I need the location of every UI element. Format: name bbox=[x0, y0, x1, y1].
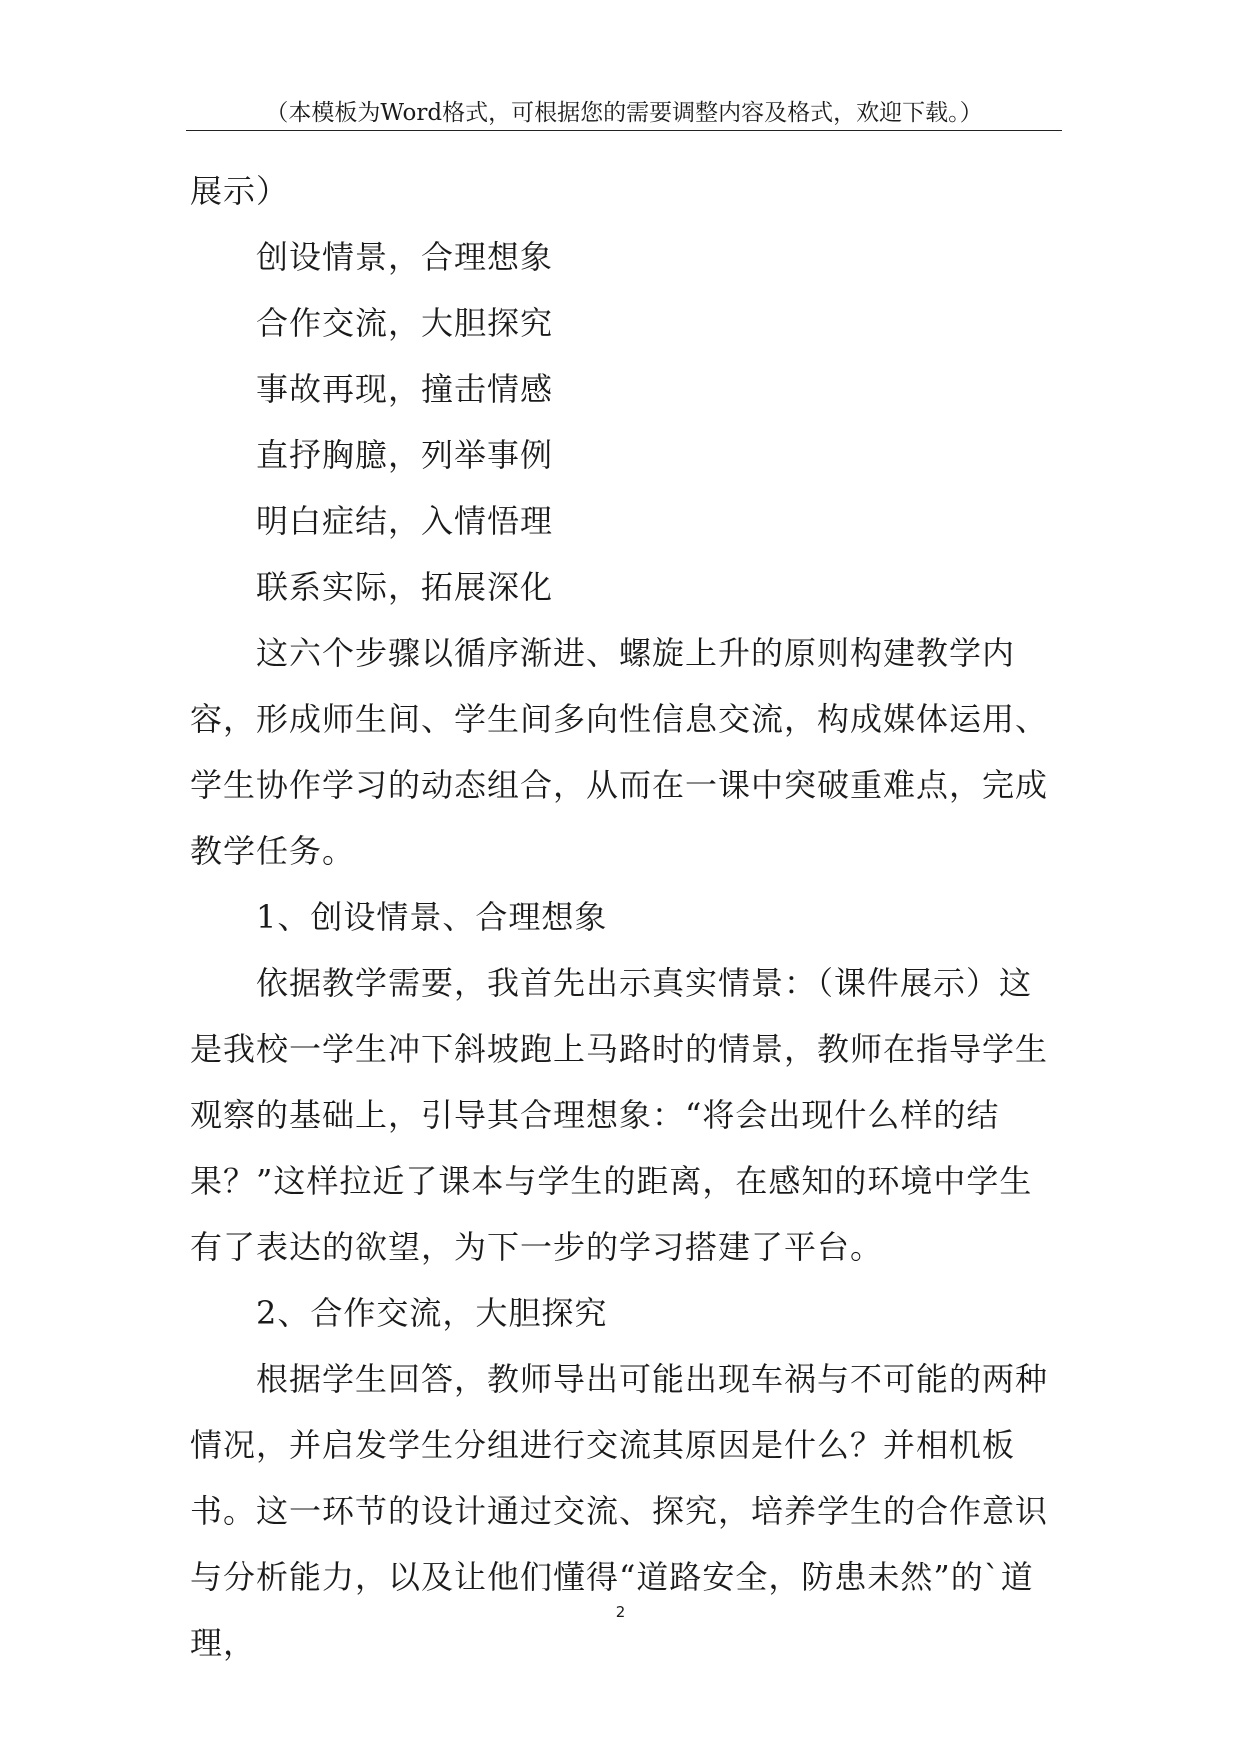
paragraph-step-6: 联系实际，拓展深化 bbox=[256, 568, 554, 606]
paragraph-step-2: 合作交流，大胆探究 bbox=[256, 304, 554, 342]
paragraph: 展示） bbox=[190, 172, 290, 210]
section-heading-2: 2、合作交流，大胆探究 bbox=[256, 1294, 608, 1332]
paragraph-step-4: 直抒胸臆，列举事例 bbox=[256, 436, 554, 474]
page-number: 2 bbox=[615, 1603, 626, 1621]
paragraph-section-1: 依据教学需要，我首先出示真实情景：（课件展示）这是我校一学生冲下斜坡跑上马路时的情景，教师在指导学生观察的基础上，引导其合理想象：“将会出现什么样的结果？”这样拉近了课本与学生的距离，在感知的环境中学生有了表达的欲望，为下一步的学习搭建了平台。 bbox=[190, 964, 1049, 1266]
paragraph-step-5: 明白症结，入情悟理 bbox=[256, 502, 554, 540]
paragraph-section-2: 根据学生回答，教师导出可能出现车祸与不可能的两种情况，并启发学生分组进行交流其原因是什么？并相机板书。这一环节的设计通过交流、探究，培养学生的合作意识与分析能力，以及让他们懂得“道路安全，防患未然”的`道理， bbox=[190, 1360, 1049, 1662]
paragraph-step-1: 创设情景，合理想象 bbox=[256, 238, 554, 276]
document-body bbox=[190, 158, 1060, 1676]
paragraph-step-3: 事故再现，撞击情感 bbox=[256, 370, 554, 408]
paragraph-summary: 这六个步骤以循序渐进、螺旋上升的原则构建教学内容，形成师生间、学生间多向性信息交流，构成媒体运用、学生协作学习的动态组合，从而在一课中突破重难点，完成教学任务。 bbox=[190, 634, 1049, 870]
header-divider bbox=[186, 130, 1062, 131]
section-heading-1: 1、创设情景、合理想象 bbox=[256, 898, 608, 936]
page-header-note: （本模板为Word格式，可根据您的需要调整内容及格式，欢迎下载。） bbox=[265, 100, 983, 126]
